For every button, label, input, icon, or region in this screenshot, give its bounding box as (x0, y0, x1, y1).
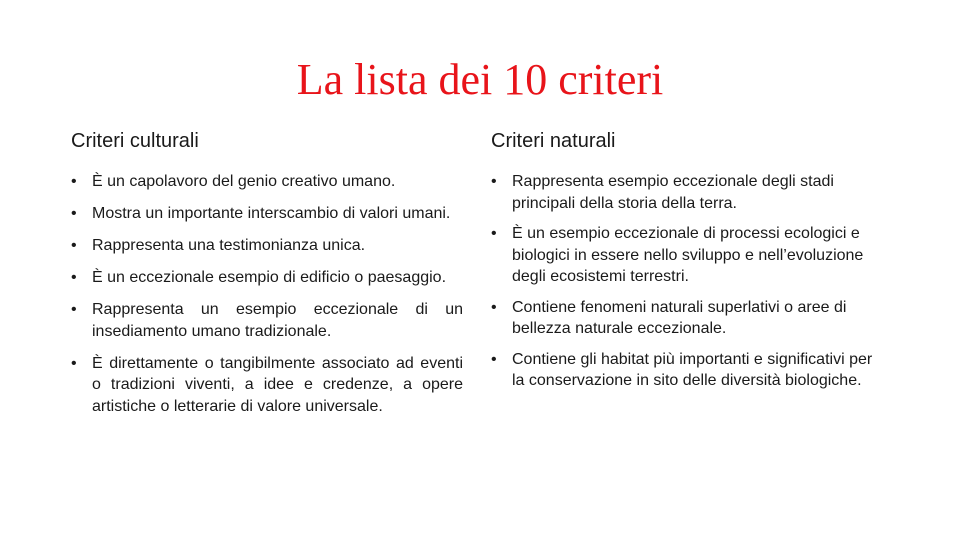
bullet-icon: • (491, 350, 497, 368)
list-item (491, 171, 883, 214)
list-item-text: Contiene gli habitat più importanti e significativi per la conservazione in sito delle diversità biologiche. (512, 350, 873, 389)
bullet-icon: • (71, 237, 77, 254)
list-item (71, 203, 463, 225)
bullet-icon: • (71, 205, 77, 222)
list-item-text: Contiene fenomeni naturali superlativi o aree di bellezza naturale eccezionale. (512, 298, 847, 337)
list-item (491, 349, 883, 392)
list-item-text: È un capolavoro del genio creativo umano. (92, 173, 396, 190)
bullet-icon: • (71, 301, 77, 318)
bullet-icon: • (491, 225, 497, 242)
natural-criteria-column (491, 128, 883, 401)
cultural-criteria-column (71, 128, 463, 428)
list-item (71, 235, 463, 257)
natural-criteria-heading: Criteri naturali (491, 130, 616, 152)
bullet-icon: • (71, 173, 77, 190)
list-item-text: Rappresenta un esempio eccezionale di un insediamento umano tradizionale. (92, 301, 463, 340)
list-item (71, 353, 463, 418)
bullet-icon: • (491, 173, 497, 190)
list-item-text: È direttamente o tangibilmente associato ad eventi o tradizioni viventi, a idee e credenze, a opere artistiche o letterarie di valore universale. (92, 354, 463, 415)
list-item (491, 297, 883, 340)
bullet-icon: • (491, 298, 497, 316)
bullet-icon: • (71, 269, 77, 286)
list-item-text: È un eccezionale esempio di edificio o paesaggio. (92, 269, 447, 286)
list-item (71, 267, 463, 289)
list-item (71, 299, 463, 342)
slide-title: La lista dei 10 criteri (296, 55, 664, 104)
cultural-criteria-heading: Criteri culturali (71, 130, 199, 152)
list-item-text: Mostra un importante interscambio di valori umani. (92, 205, 451, 222)
list-item (491, 223, 883, 288)
list-item-text: Rappresenta una testimonianza unica. (92, 237, 366, 254)
cultural-criteria-list (71, 171, 463, 417)
list-item-text: Rappresenta esempio eccezionale degli stadi principali della storia della terra. (512, 173, 834, 212)
bullet-icon: • (71, 354, 77, 372)
list-item (71, 171, 463, 193)
natural-criteria-list (491, 171, 883, 392)
list-item-text: È un esempio eccezionale di processi ecologici e biologici in essere nello sviluppo e nell’evoluzione degli ecosistemi terrestri. (512, 225, 864, 285)
